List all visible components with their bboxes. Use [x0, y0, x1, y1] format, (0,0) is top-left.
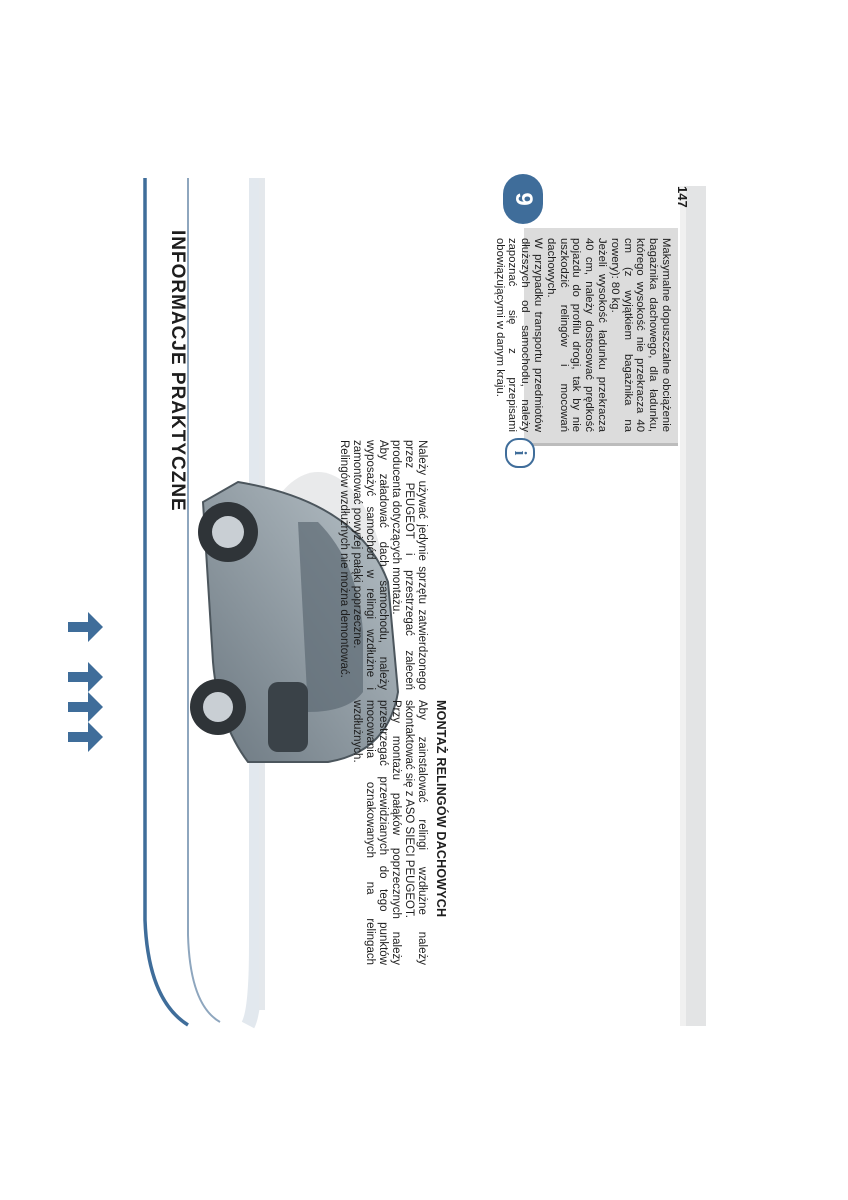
- page-number: 147: [675, 186, 690, 208]
- info-paragraph: Maksymalne dopuszczalne obciążenie bagażnika dachowego, dla ładunku, którego wysokość nie przekracza 40 cm (z wyjątkiem bagażnika na rowery): 80 kg.: [608, 238, 672, 432]
- paragraph: Przy montażu pałąków poprzecznych należy przestrzegać przewidzianych do tego punktów mocowania oznakowanych na relingach wzdłużnych.: [351, 700, 402, 965]
- header-band-light: [680, 186, 686, 1026]
- text-column-1: [350, 700, 428, 965]
- paragraph: Aby załadować dach samochodu, należy wyposażyć samochód w relingi wzdłużne i zamontować powyżej pałąki poprzeczne.: [351, 440, 389, 690]
- section-title: INFORMACJE PRAKTYCZNE: [167, 230, 188, 512]
- chapter-badge: [503, 174, 543, 224]
- info-icon-glyph: i: [511, 450, 530, 456]
- info-icon: [505, 438, 535, 468]
- paragraph: Aby zainstalować relingi wzdłużne należy skontaktować się z ASO SIECI PEUGEOT.: [403, 700, 428, 965]
- text-column-2: [337, 440, 428, 690]
- info-paragraph: Jeżeli wysokość ładunku przekracza 40 cm, należy dostosować prędkość pojazdu do profilu drogi, tak by nie uszkodzić relingów i mocowań dachowych.: [544, 238, 609, 432]
- info-box-text: [493, 238, 672, 432]
- paragraph: Należy używać jedynie sprzętu zatwierdzonego przez PEUGEOT i przestrzegać zaleceń producenta dotyczących montażu.: [390, 440, 428, 690]
- header-band: [686, 186, 706, 1026]
- paragraph: Relingów wzdłużnych nie można demontować.: [338, 440, 350, 678]
- chapter-number: 9: [510, 192, 537, 206]
- info-paragraph: W przypadku transportu przedmiotów dłuższych od samochodu, należy zapoznać się z przepisami obowiązującymi w danym kraju.: [493, 238, 545, 432]
- section-heading: MONTAŻ RELINGÓW DACHOWYCH: [434, 700, 448, 918]
